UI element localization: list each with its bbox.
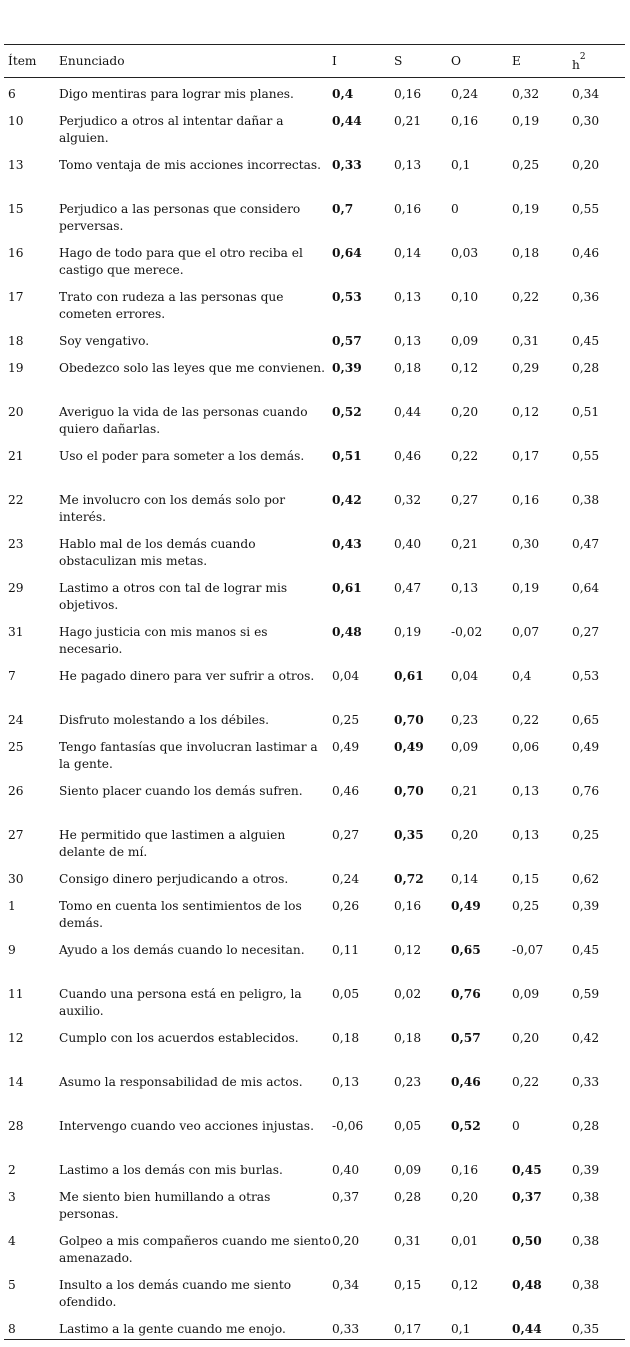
table-row: [4, 1181, 625, 1225]
statement-cell: Hablo mal de los demás cuando obstaculizan mis metas.: [59, 536, 256, 568]
table-row: [4, 484, 625, 528]
loading-s-cell: 0,28: [394, 1189, 422, 1204]
loading-s-cell: 0,70: [394, 783, 424, 798]
loading-e-cell: 0,06: [512, 739, 540, 754]
item-number-cell: 10: [8, 113, 24, 128]
loading-e-cell: 0,16: [512, 492, 540, 507]
loading-o-cell: 0,13: [451, 580, 479, 595]
loading-i-cell: 0,39: [332, 360, 362, 375]
statement-cell: Siento placer cuando los demás sufren.: [59, 783, 303, 798]
communality-cell: 0,30: [572, 113, 600, 128]
table-row: [4, 660, 625, 704]
communality-cell: 0,27: [572, 624, 600, 639]
statement-cell: Tomo ventaja de mis acciones incorrectas.: [59, 157, 322, 172]
statement-cell: Lastimo a la gente cuando me enojo.: [59, 1321, 286, 1336]
communality-cell: 0,39: [572, 898, 600, 913]
loading-s-cell: 0,35: [394, 827, 424, 842]
table-row: [4, 819, 625, 863]
loading-e-cell: 0: [512, 1118, 520, 1133]
communality-cell: 0,28: [572, 360, 600, 375]
header-factor-e: E: [512, 54, 521, 68]
header-statement: Enunciado: [59, 54, 125, 68]
communality-cell: 0,25: [572, 827, 600, 842]
item-number-cell: 19: [8, 360, 24, 375]
table-row: [4, 572, 625, 616]
loading-i-cell: 0,11: [332, 942, 360, 957]
loading-o-cell: 0,12: [451, 360, 479, 375]
loading-s-cell: 0,31: [394, 1233, 422, 1248]
loading-i-cell: 0,20: [332, 1233, 360, 1248]
statement-cell: He permitido que lastimen a alguien delante de mí.: [59, 827, 286, 859]
loading-i-cell: 0,48: [332, 624, 362, 639]
table-row: [4, 978, 625, 1022]
loading-o-cell: 0,21: [451, 783, 479, 798]
item-number-cell: 27: [8, 827, 24, 842]
table-row: [4, 1269, 625, 1313]
item-number-cell: 12: [8, 1030, 24, 1045]
item-number-cell: 8: [8, 1321, 16, 1336]
table-row: [4, 193, 625, 237]
header-factor-o: O: [451, 54, 461, 68]
item-number-cell: 16: [8, 245, 24, 260]
loading-i-cell: 0,40: [332, 1162, 360, 1177]
loading-o-cell: 0,76: [451, 986, 481, 1001]
loading-s-cell: 0,16: [394, 898, 422, 913]
loading-i-cell: 0,64: [332, 245, 362, 260]
loading-i-cell: 0,25: [332, 712, 360, 727]
communality-cell: 0,49: [572, 739, 600, 754]
item-number-cell: 17: [8, 289, 24, 304]
table-row: [4, 105, 625, 149]
loading-i-cell: 0,61: [332, 580, 362, 595]
loading-i-cell: 0,24: [332, 871, 360, 886]
loading-s-cell: 0,17: [394, 1321, 422, 1336]
loading-e-cell: 0,22: [512, 289, 540, 304]
statement-cell: He pagado dinero para ver sufrir a otros.: [59, 668, 315, 683]
table-row: [4, 1022, 625, 1066]
item-number-cell: 24: [8, 712, 24, 727]
loading-e-cell: 0,25: [512, 898, 540, 913]
statement-cell: Cuando una persona está en peligro, la auxilio.: [59, 986, 302, 1018]
header-item: Ítem: [8, 54, 37, 68]
loading-s-cell: 0,49: [394, 739, 424, 754]
communality-cell: 0,38: [572, 1189, 600, 1204]
item-number-cell: 22: [8, 492, 24, 507]
loading-s-cell: 0,09: [394, 1162, 422, 1177]
statement-cell: Intervengo cuando veo acciones injustas.: [59, 1118, 314, 1133]
table-row: [4, 149, 625, 193]
item-number-cell: 23: [8, 536, 24, 551]
loading-o-cell: 0,23: [451, 712, 479, 727]
loading-o-cell: 0,10: [451, 289, 479, 304]
item-number-cell: 11: [8, 986, 24, 1001]
loading-s-cell: 0,13: [394, 289, 422, 304]
loading-e-cell: 0,48: [512, 1277, 542, 1292]
loading-s-cell: 0,46: [394, 448, 422, 463]
loading-o-cell: 0,09: [451, 739, 479, 754]
header-row: [4, 45, 625, 78]
communality-cell: 0,62: [572, 871, 600, 886]
loading-e-cell: 0,19: [512, 580, 540, 595]
table-row: [4, 1225, 625, 1269]
communality-cell: 0,51: [572, 404, 600, 419]
item-number-cell: 29: [8, 580, 24, 595]
loading-e-cell: -0,07: [512, 942, 544, 957]
loading-s-cell: 0,44: [394, 404, 422, 419]
table-row: [4, 775, 625, 819]
header-factor-i: I: [332, 54, 337, 68]
loading-o-cell: 0,22: [451, 448, 479, 463]
statement-cell: Perjudico a las personas que considero perversas.: [59, 201, 301, 233]
statement-cell: Golpeo a mis compañeros cuando me siento amenazado.: [59, 1233, 331, 1265]
statement-cell: Asumo la responsabilidad de mis actos.: [59, 1074, 303, 1089]
item-number-cell: 6: [8, 87, 16, 101]
statement-cell: Soy vengativo.: [59, 333, 150, 348]
communality-cell: 0,65: [572, 712, 600, 727]
table-row: [4, 440, 625, 484]
communality-cell: 0,64: [572, 580, 600, 595]
loading-o-cell: 0,01: [451, 1233, 479, 1248]
loading-e-cell: 0,37: [512, 1189, 542, 1204]
communality-cell: 0,42: [572, 1030, 600, 1045]
loading-i-cell: 0,34: [332, 1277, 360, 1292]
loading-o-cell: 0,14: [451, 871, 479, 886]
loading-i-cell: 0,33: [332, 1321, 360, 1336]
loading-o-cell: 0,46: [451, 1074, 481, 1089]
loading-e-cell: 0,13: [512, 827, 540, 842]
loading-o-cell: 0,16: [451, 1162, 479, 1177]
item-number-cell: 21: [8, 448, 24, 463]
loading-i-cell: 0,33: [332, 157, 362, 172]
loading-s-cell: 0,13: [394, 333, 422, 348]
table-row: [4, 616, 625, 660]
loading-e-cell: 0,29: [512, 360, 540, 375]
loading-s-cell: 0,18: [394, 1030, 422, 1045]
table-row: [4, 325, 625, 352]
statement-cell: Hago justicia con mis manos si es necesario.: [59, 624, 268, 656]
statement-cell: Lastimo a otros con tal de lograr mis objetivos.: [59, 580, 288, 612]
loading-s-cell: 0,40: [394, 536, 422, 551]
statement-cell: Hago de todo para que el otro reciba el castigo que merece.: [59, 245, 303, 277]
header-h2-superscript: 2: [579, 52, 586, 62]
statement-cell: Cumplo con los acuerdos establecidos.: [59, 1030, 299, 1045]
loading-e-cell: 0,50: [512, 1233, 542, 1248]
communality-cell: 0,53: [572, 668, 600, 683]
communality-cell: 0,59: [572, 986, 600, 1001]
loading-i-cell: 0,42: [332, 492, 362, 507]
communality-cell: 0,35: [572, 1321, 600, 1336]
loading-e-cell: 0,44: [512, 1321, 542, 1336]
loading-o-cell: 0,52: [451, 1118, 481, 1133]
header-factor-s: S: [394, 54, 403, 68]
loading-o-cell: 0,20: [451, 1189, 479, 1204]
loading-i-cell: 0,46: [332, 783, 360, 798]
item-number-cell: 28: [8, 1118, 24, 1133]
loading-i-cell: 0,04: [332, 668, 360, 683]
statement-cell: Digo mentiras para lograr mis planes.: [59, 87, 294, 101]
loading-s-cell: 0,05: [394, 1118, 422, 1133]
loading-s-cell: 0,61: [394, 668, 424, 683]
loading-i-cell: 0,4: [332, 87, 354, 101]
statement-cell: Disfruto molestando a los débiles.: [59, 712, 269, 727]
communality-cell: 0,34: [572, 87, 600, 101]
loading-o-cell: 0,16: [451, 113, 479, 128]
table-row: [4, 281, 625, 325]
statement-cell: Averiguo la vida de las personas cuando quiero dañarlas.: [59, 404, 308, 436]
loading-o-cell: -0,02: [451, 624, 483, 639]
loading-i-cell: 0,57: [332, 333, 362, 348]
table-row: [4, 396, 625, 440]
table-row: [4, 731, 625, 775]
loading-e-cell: 0,22: [512, 1074, 540, 1089]
communality-cell: 0,28: [572, 1118, 600, 1133]
header-h2-base: h: [572, 58, 580, 72]
loading-o-cell: 0,03: [451, 245, 479, 260]
statement-cell: Consigo dinero perjudicando a otros.: [59, 871, 289, 886]
table-row: [4, 934, 625, 978]
loading-s-cell: 0,23: [394, 1074, 422, 1089]
item-number-cell: 13: [8, 157, 24, 172]
loading-e-cell: 0,32: [512, 87, 540, 101]
loading-s-cell: 0,13: [394, 157, 422, 172]
loading-e-cell: 0,13: [512, 783, 540, 798]
item-number-cell: 5: [8, 1277, 16, 1292]
loading-i-cell: 0,53: [332, 289, 362, 304]
statement-cell: Tomo en cuenta los sentimientos de los demás.: [59, 898, 302, 930]
loading-i-cell: 0,44: [332, 113, 362, 128]
communality-cell: 0,76: [572, 783, 600, 798]
loading-o-cell: 0,12: [451, 1277, 479, 1292]
table-body: [4, 78, 625, 1340]
table-row: [4, 1313, 625, 1340]
statement-cell: Insulto a los demás cuando me siento ofendido.: [59, 1277, 292, 1309]
item-number-cell: 30: [8, 871, 24, 886]
header-communality: [572, 45, 625, 78]
loading-o-cell: 0,1: [451, 1321, 471, 1336]
loading-e-cell: 0,09: [512, 986, 540, 1001]
loading-e-cell: 0,18: [512, 245, 540, 260]
item-number-cell: 20: [8, 404, 24, 419]
loading-e-cell: 0,15: [512, 871, 540, 886]
loading-s-cell: 0,18: [394, 360, 422, 375]
item-number-cell: 1: [8, 898, 16, 913]
loading-o-cell: 0,27: [451, 492, 479, 507]
statement-cell: Perjudico a otros al intentar dañar a alguien.: [59, 113, 284, 145]
table-header: [4, 45, 625, 78]
loading-e-cell: 0,25: [512, 157, 540, 172]
loading-e-cell: 0,4: [512, 668, 532, 683]
loading-o-cell: 0,20: [451, 827, 479, 842]
statement-cell: Trato con rudeza a las personas que cometen errores.: [59, 289, 284, 321]
loading-o-cell: 0,21: [451, 536, 479, 551]
loading-s-cell: 0,12: [394, 942, 422, 957]
factor-loadings-table: [4, 44, 625, 1340]
loading-i-cell: 0,51: [332, 448, 362, 463]
loading-s-cell: 0,32: [394, 492, 422, 507]
loading-i-cell: 0,43: [332, 536, 362, 551]
loading-e-cell: 0,31: [512, 333, 540, 348]
communality-cell: 0,33: [572, 1074, 600, 1089]
communality-cell: 0,55: [572, 448, 600, 463]
loading-e-cell: 0,12: [512, 404, 540, 419]
item-number-cell: 2: [8, 1162, 16, 1177]
item-number-cell: 25: [8, 739, 24, 754]
statement-cell: Uso el poder para someter a los demás.: [59, 448, 305, 463]
communality-cell: 0,45: [572, 942, 600, 957]
table-row: [4, 78, 625, 105]
item-number-cell: 7: [8, 668, 16, 683]
statement-cell: Me siento bien humillando a otras personas.: [59, 1189, 271, 1221]
loading-i-cell: 0,18: [332, 1030, 360, 1045]
loading-o-cell: 0,57: [451, 1030, 481, 1045]
statement-cell: Ayudo a los demás cuando lo necesitan.: [59, 942, 305, 957]
loading-i-cell: 0,37: [332, 1189, 360, 1204]
loading-e-cell: 0,22: [512, 712, 540, 727]
item-number-cell: 14: [8, 1074, 24, 1089]
loading-e-cell: 0,07: [512, 624, 540, 639]
table-row: [4, 1154, 625, 1181]
communality-cell: 0,38: [572, 1233, 600, 1248]
communality-cell: 0,38: [572, 1277, 600, 1292]
loading-i-cell: -0,06: [332, 1118, 364, 1133]
table-row: [4, 528, 625, 572]
table-row: [4, 1066, 625, 1110]
loading-s-cell: 0,21: [394, 113, 422, 128]
item-number-cell: 26: [8, 783, 24, 798]
loading-e-cell: 0,30: [512, 536, 540, 551]
loading-o-cell: 0,04: [451, 668, 479, 683]
loading-s-cell: 0,72: [394, 871, 424, 886]
communality-cell: 0,47: [572, 536, 600, 551]
loading-o-cell: 0: [451, 201, 459, 216]
communality-cell: 0,55: [572, 201, 600, 216]
loading-i-cell: 0,27: [332, 827, 360, 842]
communality-cell: 0,46: [572, 245, 600, 260]
loading-s-cell: 0,16: [394, 201, 422, 216]
loading-s-cell: 0,70: [394, 712, 424, 727]
item-number-cell: 18: [8, 333, 24, 348]
table-row: [4, 863, 625, 890]
loading-o-cell: 0,1: [451, 157, 471, 172]
table-row: [4, 237, 625, 281]
loading-s-cell: 0,02: [394, 986, 422, 1001]
statement-cell: Me involucro con los demás solo por interés.: [59, 492, 286, 524]
statement-cell: Tengo fantasías que involucran lastimar a la gente.: [59, 739, 318, 771]
loading-i-cell: 0,49: [332, 739, 360, 754]
communality-cell: 0,39: [572, 1162, 600, 1177]
communality-cell: 0,36: [572, 289, 600, 304]
item-number-cell: 4: [8, 1233, 16, 1248]
communality-cell: 0,20: [572, 157, 600, 172]
loading-o-cell: 0,24: [451, 87, 479, 101]
loading-o-cell: 0,49: [451, 898, 481, 913]
item-number-cell: 31: [8, 624, 24, 639]
loading-s-cell: 0,15: [394, 1277, 422, 1292]
loading-s-cell: 0,16: [394, 87, 422, 101]
statement-cell: Lastimo a los demás con mis burlas.: [59, 1162, 283, 1177]
loading-i-cell: 0,13: [332, 1074, 360, 1089]
loading-i-cell: 0,05: [332, 986, 360, 1001]
table-row: [4, 704, 625, 731]
table-row: [4, 1110, 625, 1154]
communality-cell: 0,38: [572, 492, 600, 507]
loading-s-cell: 0,47: [394, 580, 422, 595]
loading-e-cell: 0,19: [512, 201, 540, 216]
item-number-cell: 9: [8, 942, 16, 957]
loading-s-cell: 0,19: [394, 624, 422, 639]
item-number-cell: 15: [8, 201, 24, 216]
loading-e-cell: 0,19: [512, 113, 540, 128]
loading-o-cell: 0,09: [451, 333, 479, 348]
statement-cell: Obedezco solo las leyes que me convienen.: [59, 360, 325, 375]
loading-e-cell: 0,17: [512, 448, 540, 463]
loading-e-cell: 0,45: [512, 1162, 542, 1177]
loading-e-cell: 0,20: [512, 1030, 540, 1045]
loading-o-cell: 0,20: [451, 404, 479, 419]
table-row: [4, 890, 625, 934]
item-number-cell: 3: [8, 1189, 16, 1204]
loading-i-cell: 0,7: [332, 201, 354, 216]
communality-cell: 0,45: [572, 333, 600, 348]
loading-i-cell: 0,26: [332, 898, 360, 913]
loading-s-cell: 0,14: [394, 245, 422, 260]
table-row: [4, 352, 625, 396]
loading-o-cell: 0,65: [451, 942, 481, 957]
loading-i-cell: 0,52: [332, 404, 362, 419]
